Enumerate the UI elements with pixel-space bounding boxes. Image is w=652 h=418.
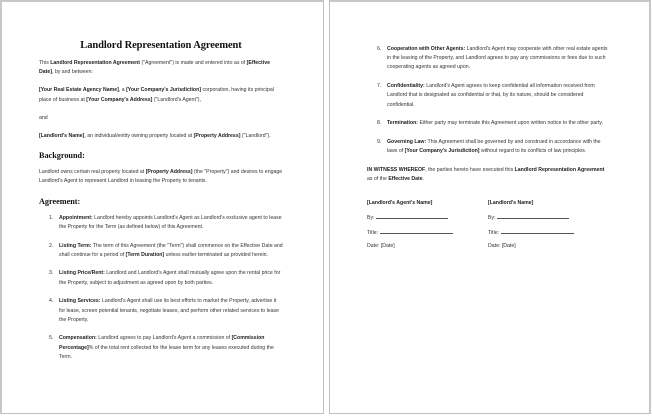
clause-label: Listing Term:: [59, 242, 92, 249]
clause-number: 4.: [49, 298, 54, 305]
witness-paragraph: IN WITNESS WHEREOF, the parties hereto have executed this Landlord Representation Agreement as of the Effective Date.: [367, 166, 605, 183]
by-field: By:: [367, 212, 488, 223]
term-duration-placeholder: [Term Duration]: [125, 251, 165, 258]
clause-number: 8.: [377, 120, 382, 127]
clause-list-page-2: [367, 45, 609, 156]
clause-label: Governing Law:: [387, 138, 427, 145]
clause-item: 2. Listing Term: The term of this Agreement (the "Term") shall commence on the Effective Date and shall continue for a period of [Term Duration] unless earlier terminated as provided herein.: [49, 242, 283, 258]
jurisdiction-placeholder: [Your Company's Jurisdiction]: [404, 148, 480, 155]
clause-number: 9.: [377, 138, 382, 145]
agreement-name: Landlord Representation Agreement: [50, 60, 140, 66]
signature-line: [376, 212, 448, 219]
clause-number: 7.: [377, 83, 382, 90]
date-field: Date: [Date]: [488, 242, 516, 249]
clause-label: Listing Services:: [59, 298, 101, 305]
clause-item: 7. Confidentiality: Landlord's Agent agrees to keep confidential all information received from Landlord that is designated as confidential or that, by its nature, should be considered confidential.: [377, 83, 595, 108]
clause-item: 1. Appointment: Landlord hereby appoints Landlord's Agent as Landlord's exclusive agent to lease the Property for the Term (as defined below) of this Agreement.: [49, 214, 282, 230]
document-page-1: [0, 0, 324, 414]
agency-name-placeholder: [Your Real Estate Agency Name]: [39, 87, 119, 94]
clause-item: 8. Termination: Either party may terminate this Agreement upon written notice to the other party.: [367, 119, 609, 128]
jurisdiction-placeholder: [Your Company's Jurisdiction]: [126, 87, 201, 94]
effective-date-placeholder: [Effective Date]: [39, 60, 270, 76]
clause-label: Compensation:: [59, 335, 97, 342]
document-page-2: [329, 0, 651, 414]
clause-number: 2.: [49, 242, 54, 249]
commission-percentage-placeholder: [Commission Percentage]: [59, 335, 265, 351]
background-heading: Background:: [39, 151, 85, 161]
clause-item: 3. Listing Price/Rent: Landlord and Landlord's Agent shall mutually agree upon the rental price for the Property, subject to adjustment as agreed upon by both parties.: [49, 270, 281, 286]
company-address-placeholder: [Your Company's Address]: [86, 96, 153, 103]
landlord-party-paragraph: [Landlord's Name], an individual/entity owning property located at [Property Address] ("Landlord").: [39, 133, 271, 140]
clause-item: 5. Compensation: Landlord agrees to pay Landlord's Agent a commission of [Commission Percentage]% of the total rent collected for the lease term for any leases executed during the Term.: [49, 335, 274, 360]
agent-signature: [367, 199, 488, 254]
property-address-placeholder: [Property Address]: [145, 169, 193, 176]
signatory-name: [Landlord's Name]: [488, 200, 534, 207]
agreement-name: Landlord Representation Agreement: [514, 166, 605, 173]
landlord-signature: [488, 199, 609, 254]
effective-date-label: Effective Date: [388, 176, 423, 183]
agent-party-paragraph: [Your Real Estate Agency Name], a [Your Company's Jurisdiction] corporation, having its principal place of business at [Your Company's Address] ("Landlord's Agent"),: [39, 87, 274, 103]
signature-block: [367, 199, 609, 254]
title-line: [501, 227, 574, 234]
clause-label: Appointment:: [59, 214, 93, 221]
and-text: and: [39, 114, 48, 121]
title-field: Title:: [367, 227, 488, 238]
page-2-content: [367, 45, 609, 254]
signature-line: [497, 212, 569, 219]
by-field: By:: [488, 212, 609, 223]
property-address-placeholder: [Property Address]: [193, 133, 241, 140]
clause-list-page-1: [39, 214, 283, 362]
intro-paragraph: This Landlord Representation Agreement ("Agreement") is made and entered into as of [Effective Date], by and between:: [39, 60, 270, 76]
title-field: Title:: [488, 227, 609, 238]
clause-label: Cooperation with Other Agents:: [387, 46, 466, 52]
title-line: [380, 227, 453, 234]
agreement-heading: Agreement:: [39, 196, 81, 206]
witness-lead: IN WITNESS WHEREOF: [367, 166, 426, 173]
clause-number: 5.: [49, 335, 54, 342]
page-1-content: [39, 39, 283, 372]
clause-label: Listing Price/Rent:: [59, 270, 105, 277]
clause-item: 4. Listing Services: Landlord's Agent shall use its best efforts to market the Property, advertise it for lease, screen potential tenants, negotiate leases, and perform other related services to lease the Property.: [49, 298, 280, 323]
clause-label: Confidentiality:: [387, 83, 425, 90]
clause-item: 6. Cooperation with Other Agents: Landlord's Agent may cooperate with other real estate agents in the leasing of the Property, and Landlord agrees to pay any commissions or fees due to such cooperating agents as agreed upon.: [377, 46, 608, 71]
clause-label: Termination:: [387, 120, 419, 127]
background-paragraph: Landlord owns certain real property located at [Property Address] (the "Property") and desires to engage Landlord's Agent to represent Landlord in leasing the Property to tenants.: [39, 169, 283, 185]
clause-item: 9. Governing Law: This Agreement shall be governed by and construed in accordance with the laws of [Your Company's Jurisdiction] without regard to its conflicts of law principles.: [377, 138, 601, 155]
document-title: Landlord Representation Agreement: [80, 40, 242, 51]
signatory-name: [Landlord's Agent's Name]: [367, 200, 433, 207]
landlord-name-placeholder: [Landlord's Name]: [39, 133, 85, 140]
clause-number: 6.: [377, 46, 382, 52]
date-field: Date: [Date]: [367, 242, 395, 249]
clause-number: 1.: [49, 214, 54, 221]
clause-number: 3.: [49, 270, 54, 277]
